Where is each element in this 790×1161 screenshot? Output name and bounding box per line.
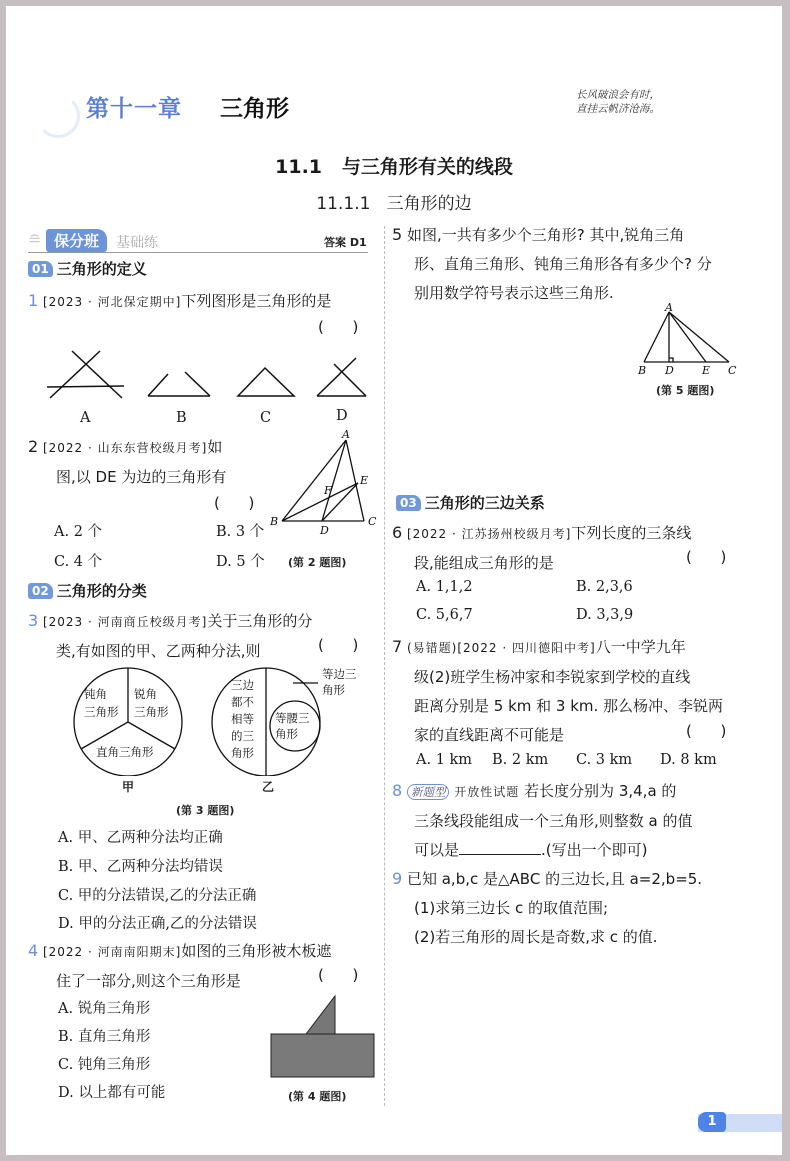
jia-label: 甲 (122, 780, 135, 794)
point-label-a: A (665, 302, 673, 314)
question-text-1: 八一中学九年 (595, 638, 686, 656)
band-badge: 保分班 (46, 229, 107, 252)
yi-left-5: 角形 (231, 746, 254, 760)
question-text-2: 段,能组成三角形的是 (414, 554, 554, 572)
question-text-2: 图,以 DE 为边的三角形有 (56, 468, 227, 486)
question-line-3: 别用数学符号表示这些三角形. (414, 284, 614, 302)
q5-caption: (第 5 题图) (656, 384, 715, 397)
question-source: [2023 · 河南商丘校级月考] (42, 615, 208, 629)
kp-title: 三角形的定义 (56, 260, 147, 278)
jia-label-acute-2: 三角形 (134, 705, 169, 719)
point-label-a: A (342, 428, 350, 441)
q2-option-a[interactable]: A. 2 个 (54, 524, 103, 540)
q3-option-c[interactable]: C. 甲的分法错误,乙的分法正确 (58, 888, 257, 904)
question-1 (28, 286, 373, 317)
question-text: 下列图形是三角形的是 (181, 292, 332, 310)
question-source: [2022 · 河南南阳期末] (42, 945, 182, 959)
question-line-2: 级(2)班学生杨冲家和李锐家到学校的直线 (414, 668, 691, 686)
q2-figure (268, 428, 380, 540)
question-source: [2023 · 河北保定期中] (42, 295, 182, 309)
motto-line-1: 长风破浪会有时， (576, 89, 660, 101)
answer-parentheses[interactable]: ( ) (318, 966, 359, 984)
question-line-1: 如图,一共有多少个三角形? 其中,锐角三角 (406, 226, 685, 244)
q2-option-b[interactable]: B. 3 个 (216, 524, 265, 540)
sub-question-1: (1)求第三边长 c 的取值范围; (414, 899, 609, 917)
kp-title: 三角形的分类 (56, 582, 147, 600)
kp-title: 三角形的三边关系 (424, 494, 545, 512)
chapter-title: 三角形 (220, 96, 289, 122)
yi-inner-1: 等腰三 (275, 711, 310, 725)
question-number: 9 (392, 869, 403, 888)
question-number: 4 (28, 941, 39, 960)
q6-option-b[interactable]: B. 2,3,6 (576, 579, 633, 595)
question-source: [2022 · 山东东营校级月考] (42, 441, 208, 455)
fig-a-line-1 (50, 351, 100, 398)
fig-a-line-3 (47, 386, 124, 387)
yi-left-3: 相等 (231, 712, 254, 726)
q5-figure (636, 302, 746, 376)
section-title: 11.1 与三角形有关的线段 (275, 156, 513, 178)
q4-option-a[interactable]: A. 锐角三角形 (58, 1001, 151, 1017)
yi-outer-1: 等边三 (322, 667, 357, 681)
question-8 (392, 776, 752, 865)
jia-label-obtuse-2: 三角形 (84, 705, 119, 719)
fig-a-line-2 (72, 351, 122, 398)
q4-figure (270, 994, 380, 1080)
question-tag: 开放性试题 (454, 785, 520, 799)
point-label-d: D (320, 524, 329, 537)
point-label-d: D (665, 364, 674, 376)
question-line-1: 已知 a,b,c 是△ABC 的三边长,且 a=2,b=5. (406, 870, 703, 888)
question-number: 7 (392, 637, 403, 656)
question-number: 2 (28, 437, 39, 456)
question-line-2: 三条线段能组成一个三角形,则整数 a 的值 (414, 812, 693, 830)
chapter-decoration-icon (36, 94, 80, 138)
answer-parentheses[interactable]: ( ) (686, 548, 727, 566)
q7-option-d[interactable]: D. 8 km (660, 752, 717, 768)
fig-b-line-1 (148, 374, 168, 396)
question-source: [2022 · 四川德阳中考] (457, 641, 596, 655)
q4-option-c[interactable]: C. 钝角三角形 (58, 1057, 151, 1073)
subsection-title: 11.1.1 三角形的边 (316, 194, 472, 214)
jia-label-obtuse-1: 钝角 (84, 687, 107, 701)
triangle-tip (306, 996, 335, 1034)
point-label-c: C (368, 515, 377, 528)
knowledge-point-1 (28, 258, 147, 279)
q6-option-d[interactable]: D. 3,3,9 (576, 607, 634, 623)
fig-c-triangle (238, 368, 294, 396)
motto-line-2: 直挂云帆济沧海。 (576, 103, 660, 115)
yi-left-4: 的三 (231, 729, 254, 743)
fig-d-line-3 (334, 364, 366, 396)
question-line-3a: 可以是 (414, 841, 460, 859)
q6-option-a[interactable]: A. 1,1,2 (416, 579, 473, 595)
question-text-1: 若长度分别为 3,4,a 的 (524, 782, 677, 800)
q4-caption: (第 4 题图) (288, 1090, 347, 1103)
answer-parentheses[interactable]: ( ) (214, 494, 255, 512)
chapter-number: 第十一章 (86, 96, 182, 122)
column-divider (384, 226, 385, 1106)
sub-question-2: (2)若三角形的周长是奇数,求 c 的值. (414, 928, 658, 946)
point-label-f: F (324, 484, 332, 497)
point-label-c: C (728, 364, 737, 376)
q1-label-b: B (176, 410, 187, 426)
q2-option-d[interactable]: D. 5 个 (216, 554, 265, 570)
yi-outer-2: 角形 (322, 683, 345, 697)
q1-label-d: D (336, 408, 348, 424)
q3-caption: (第 3 题图) (176, 804, 235, 817)
yi-left-1: 三边 (231, 678, 254, 692)
ladder-icon: ≘ (28, 230, 42, 249)
wooden-board (271, 1034, 374, 1077)
question-text-1: 关于三角形的分 (207, 612, 313, 630)
jia-label-right: 直角三角形 (96, 745, 154, 759)
fig-d-line-2 (317, 358, 356, 396)
q2-caption: (第 2 题图) (288, 556, 347, 569)
q3-option-a[interactable]: A. 甲、乙两种分法均正确 (58, 830, 223, 846)
yi-inner-2: 角形 (275, 727, 298, 741)
q1-label-a: A (80, 410, 91, 426)
new-type-badge: 新题型 (407, 784, 450, 800)
question-number: 3 (28, 611, 39, 630)
q3-option-b[interactable]: B. 甲、乙两种分法均错误 (58, 859, 223, 875)
point-label-e: E (360, 474, 369, 487)
q4-option-d[interactable]: D. 以上都有可能 (58, 1085, 166, 1101)
answer-blank[interactable] (459, 840, 541, 855)
answer-parentheses[interactable]: ( ) (318, 318, 359, 336)
question-number: 1 (28, 291, 39, 310)
q3-figure (66, 666, 376, 776)
answer-reference: 答案 D1 (324, 236, 367, 249)
knowledge-point-3 (396, 492, 545, 513)
point-label-b: B (270, 515, 279, 528)
jia-label-acute-1: 锐角 (134, 687, 157, 701)
question-2 (28, 432, 273, 492)
yi-left-2: 都不 (231, 695, 254, 709)
point-label-e: E (702, 364, 711, 376)
band-subtitle: 基础练 (116, 235, 158, 251)
question-number: 5 (392, 225, 403, 244)
q4-option-b[interactable]: B. 直角三角形 (58, 1029, 151, 1045)
answer-parentheses[interactable]: ( ) (686, 722, 727, 740)
question-source: [2022 · 江苏扬州校级月考] (406, 527, 572, 541)
question-text-2: 类,有如图的甲、乙两种分法,则 (56, 642, 261, 660)
question-line-2: 形、直角三角形、钝角三角形各有多少个? 分 (414, 255, 712, 273)
question-9 (392, 864, 752, 952)
question-line-4: 家的直线距离不可能是 (414, 726, 565, 744)
question-text-2: 住了一部分,则这个三角形是 (56, 972, 241, 990)
question-text-1: 下列长度的三条线 (571, 524, 692, 542)
answer-parentheses[interactable]: ( ) (318, 636, 359, 654)
q1-figures (42, 346, 372, 406)
isosceles-circle (270, 701, 320, 751)
knowledge-point-2 (28, 580, 147, 601)
question-line-3b: .(写出一个即可) (541, 841, 648, 859)
kp-number: 03 (396, 495, 421, 511)
motto (576, 88, 660, 116)
question-line-3: 距离分别是 5 km 和 3 km. 那么杨冲、李锐两 (414, 697, 724, 715)
question-text-1: 如图的三角形被木板遮 (181, 942, 332, 960)
q6-option-c[interactable]: C. 5,6,7 (416, 607, 473, 623)
question-number: 8 (392, 781, 403, 800)
q7-option-a[interactable]: A. 1 km (416, 752, 473, 768)
question-tag: (易错题) (406, 641, 458, 655)
point-label-b: B (638, 364, 647, 376)
yi-label: 乙 (262, 780, 275, 794)
question-number: 6 (392, 523, 403, 542)
q2-option-c[interactable]: C. 4 个 (54, 554, 103, 570)
textbook-page (6, 6, 782, 1155)
fig-b-line-2 (185, 372, 210, 396)
q1-label-c: C (260, 410, 272, 426)
kp-number: 01 (28, 261, 53, 277)
question-text-1: 如 (207, 438, 223, 456)
q7-option-b[interactable]: B. 2 km (492, 752, 549, 768)
page-number: 1 (698, 1112, 726, 1132)
kp-number: 02 (28, 583, 53, 599)
q3-option-d[interactable]: D. 甲的分法正确,乙的分法错误 (58, 916, 257, 932)
question-5 (392, 220, 752, 308)
q7-option-c[interactable]: C. 3 km (576, 752, 633, 768)
